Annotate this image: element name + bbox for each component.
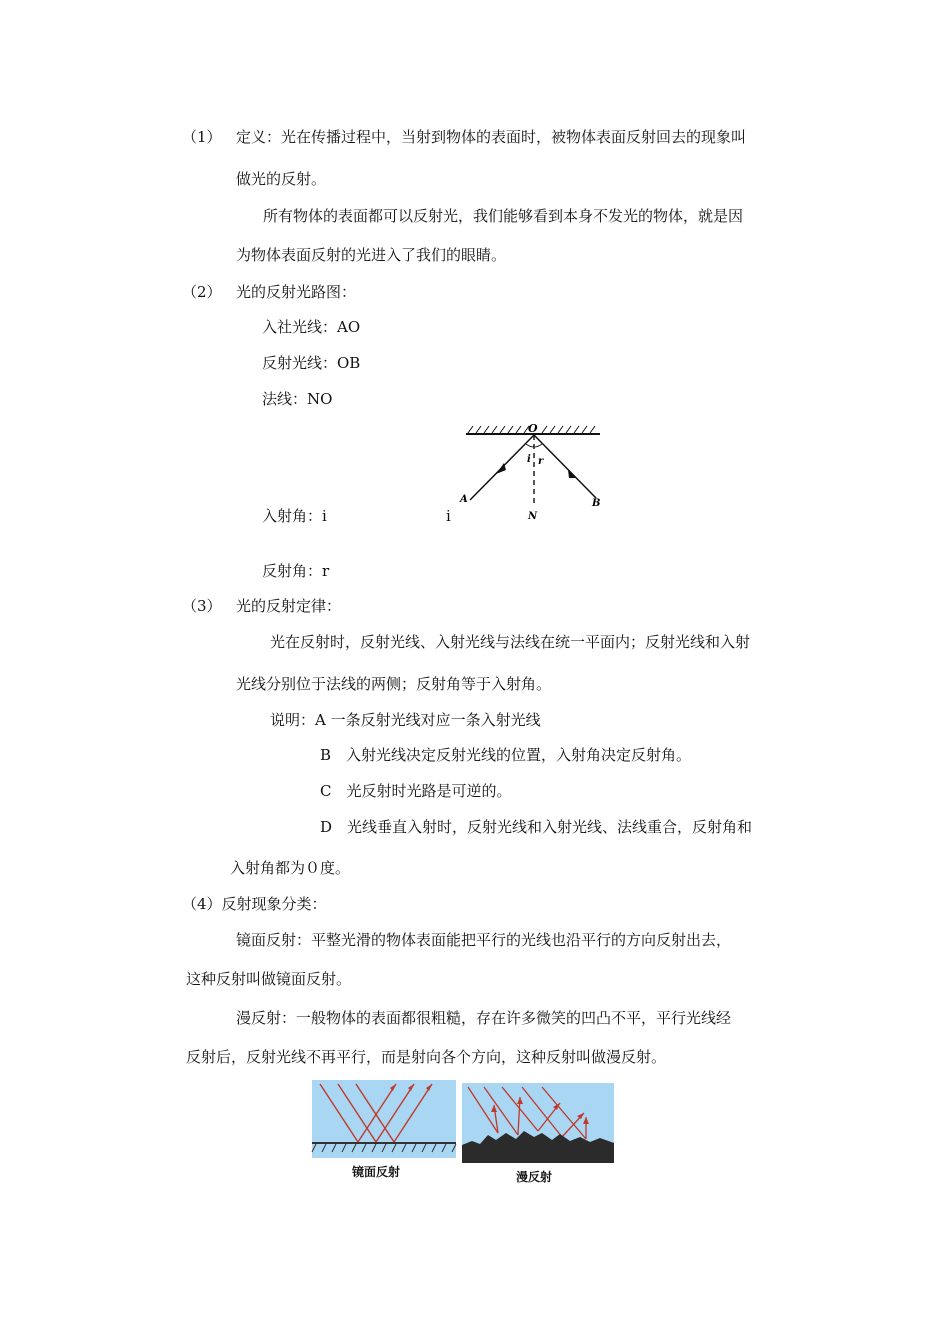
diagram-label-n: N — [528, 511, 538, 522]
note-a: 说明：A 一条反射光线对应一条入射光线 — [270, 711, 541, 729]
reflected-ray — [534, 435, 596, 498]
diffuse-reflection-line1: 漫反射：一般物体的表面都很粗糙，存在许多微笑的凹凸不平，平行光线经 — [236, 1009, 732, 1027]
section1-line2: 做光的反射。 — [236, 170, 327, 188]
incidence-angle-label: 入射角：i — [262, 507, 327, 525]
normal-line-label: 法线：NO — [262, 390, 333, 408]
section3-title: 光的反射定律： — [236, 597, 342, 615]
section3-line1: 光在反射时，反射光线、入射光线与法线在统一平面内；反射光线和入射 — [270, 633, 751, 651]
mirror-reflection-line1: 镜面反射：平整光滑的物体表面能把平行的光线也沿平行的方向反射出去， — [236, 931, 732, 949]
section1-number: （1） — [182, 128, 222, 146]
section1-line3: 所有物体的表面都可以反射光，我们能够看到本身不发光的物体，就是因 — [263, 207, 744, 225]
diagram-label-a: A — [460, 494, 468, 505]
reflection-angle-label: 反射角：r — [262, 562, 330, 580]
diagram-label-o: O — [528, 422, 538, 435]
note-d-line1: D 光线垂直入射时，反射光线和入射光线、法线重合，反射角和 — [320, 818, 753, 836]
note-b: B 入射光线决定反射光线的位置，入射角决定反射角。 — [320, 746, 692, 764]
diagram-label-i: i — [527, 454, 531, 465]
diffuse-reflection-image — [462, 1083, 614, 1163]
section2-title: 光的反射光路图： — [236, 283, 357, 301]
mirror-reflection-image — [312, 1080, 456, 1158]
mirror-reflection-line2: 这种反射叫做镜面反射。 — [186, 970, 352, 988]
section1-line1: 定义：光在传播过程中，当射到物体的表面时，被物体表面反射回去的现象叫 — [236, 128, 747, 146]
section3-number: （3） — [182, 597, 222, 615]
stray-i: i — [446, 507, 451, 525]
section1-line4: 为物体表面反射的光进入了我们的眼睛。 — [236, 246, 507, 264]
mirror-reflection-caption: 镜面反射 — [352, 1165, 401, 1179]
section3-line2: 光线分别位于法线的两侧；反射角等于入射角。 — [236, 675, 552, 693]
reflected-ray-label: 反射光线：OB — [262, 354, 361, 372]
diffuse-reflection-caption: 漫反射 — [516, 1170, 553, 1184]
incident-ray-label: 入社光线：AO — [262, 318, 361, 336]
section2-number: （2） — [182, 283, 222, 301]
note-c: C 光反射时光路是可逆的。 — [320, 782, 512, 800]
section4-title: （4）反射现象分类： — [182, 895, 327, 913]
diffuse-reflection-line2: 反射后，反射光线不再平行，而是射向各个方向，这种反射叫做漫反射。 — [186, 1048, 667, 1066]
diagram-label-r: r — [538, 456, 544, 467]
reflection-diagram — [462, 420, 612, 520]
note-d-line2: 入射角都为０度。 — [230, 859, 351, 877]
diagram-label-b: B — [592, 498, 601, 509]
